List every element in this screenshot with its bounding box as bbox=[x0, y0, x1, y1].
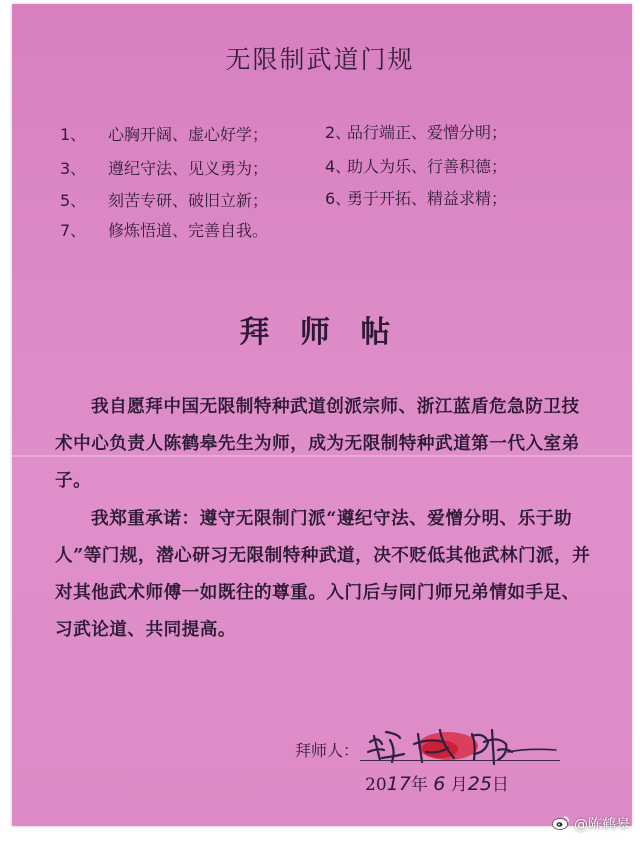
rule-number: 7、 bbox=[60, 221, 87, 240]
rule-item bbox=[325, 186, 507, 209]
letter-title: 拜 师 帖 bbox=[239, 315, 401, 350]
rule-text: 刻苦专研、破旧立新； bbox=[108, 191, 269, 210]
letter-paragraph: 我郑重承诺：遵守无限制门派“遵纪守法、爱憎分明、乐于助人”等门规，潜心研习无限制特种武道，决不贬低其他武林门派，并对其他武术师傅一如既往的尊重。入门后与同门师兄弟情如手足、习武论道、共同提高。 bbox=[55, 508, 591, 640]
signature-line bbox=[360, 760, 560, 761]
rule-number: 4、 bbox=[325, 157, 352, 176]
date-month-handwritten: 6 bbox=[433, 773, 446, 795]
date-year-char: 年 bbox=[410, 775, 428, 795]
watermark-handle: @陈鹤皋 bbox=[574, 817, 630, 833]
date-year-prefix: 20 bbox=[365, 775, 387, 795]
rule-item bbox=[60, 122, 268, 145]
rule-number: 6、 bbox=[325, 189, 352, 208]
rule-text: 修炼悟道、完善自我。 bbox=[108, 221, 269, 240]
date-day-char: 日 bbox=[491, 775, 509, 795]
date-month-char: 月 bbox=[450, 775, 468, 795]
weibo-icon bbox=[552, 815, 570, 834]
rule-number: 3、 bbox=[60, 159, 87, 178]
rule-item bbox=[325, 120, 507, 143]
date-year-handwritten: 17 bbox=[386, 773, 411, 795]
handwritten-signature bbox=[360, 722, 560, 772]
rule-item bbox=[60, 218, 268, 241]
rule-number: 5、 bbox=[60, 191, 87, 210]
date-day-handwritten: 25 bbox=[467, 773, 492, 795]
rule-number: 2、 bbox=[325, 123, 352, 142]
rule-text: 遵纪守法、见义勇为； bbox=[108, 159, 269, 178]
document-title: 无限制武道门规 bbox=[225, 45, 415, 74]
signer-label: 拜师人： bbox=[295, 741, 360, 760]
rule-text: 勇于开拓、精益求精； bbox=[347, 189, 508, 208]
rule-text: 助人为乐、行善积德； bbox=[347, 157, 508, 176]
rule-number: 1、 bbox=[60, 125, 87, 144]
rule-item bbox=[325, 154, 507, 177]
letter-paragraph: 我自愿拜中国无限制特种武道创派宗师、浙江蓝盾危急防卫技术中心负责人陈鹤皋先生为师，成为无限制特种武道第一代入室弟子。 bbox=[55, 396, 580, 491]
rule-item bbox=[60, 156, 268, 179]
rule-item bbox=[60, 188, 268, 211]
rule-text: 品行端正、爱憎分明； bbox=[347, 123, 508, 142]
signing-date bbox=[365, 770, 509, 795]
weibo-watermark bbox=[552, 814, 630, 834]
rule-text: 心胸开阔、虚心好学； bbox=[108, 125, 269, 144]
